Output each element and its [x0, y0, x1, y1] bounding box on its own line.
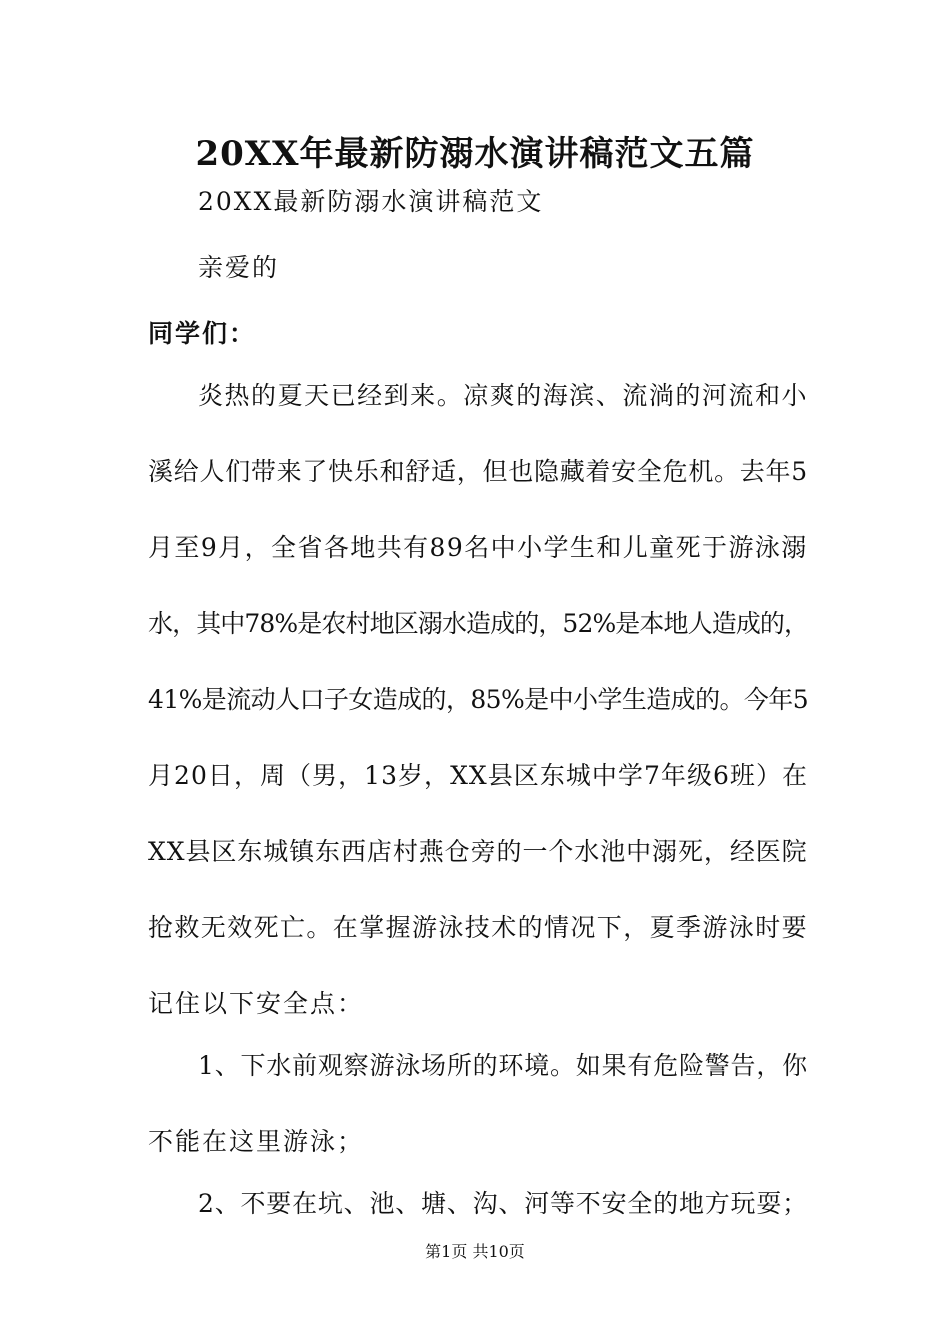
body-line: 溪给人们带来了快乐和舒适，但也隐藏着安全危机。去年5 — [148, 457, 808, 486]
body-line: 抢救无效死亡。在掌握游泳技术的情况下，夏季游泳时要 — [148, 913, 809, 942]
body-line: 月至9月，全省各地共有89名中小学生和儿童死于游泳溺 — [148, 533, 808, 562]
body-line: 月20日，周（男，13岁，XX县区东城中学7年级6班）在 — [148, 761, 809, 790]
page-number-footer: 第1页 共10页 — [425, 1242, 525, 1261]
document-title: 20XX年最新防溺水演讲稿范文五篇 — [195, 134, 755, 174]
body-line: 水，其中78%是农村地区溺水造成的，52%是本地人造成的， — [148, 609, 809, 638]
salutation-line: 亲爱的 — [198, 253, 280, 282]
body-line: 41%是流动人口子女造成的，85%是中小学生造成的。今年5 — [148, 685, 809, 714]
subtitle-line: 20XX最新防溺水演讲稿范文 — [198, 187, 544, 216]
body-line: XX县区东城镇东西店村燕仓旁的一个水池中溺死，经医院 — [148, 837, 808, 866]
body-line: 记住以下安全点： — [148, 989, 365, 1018]
body-line: 炎热的夏天已经到来。凉爽的海滨、流淌的河流和小 — [198, 381, 809, 410]
list-item-1-continued: 不能在这里游泳； — [148, 1127, 365, 1156]
list-item-1: 1、下水前观察游泳场所的环境。如果有危险警告，你 — [198, 1051, 808, 1080]
salutation-addressee: 同学们： — [148, 319, 257, 348]
list-item-2: 2、不要在坑、池、塘、沟、河等不安全的地方玩耍； — [198, 1189, 808, 1218]
